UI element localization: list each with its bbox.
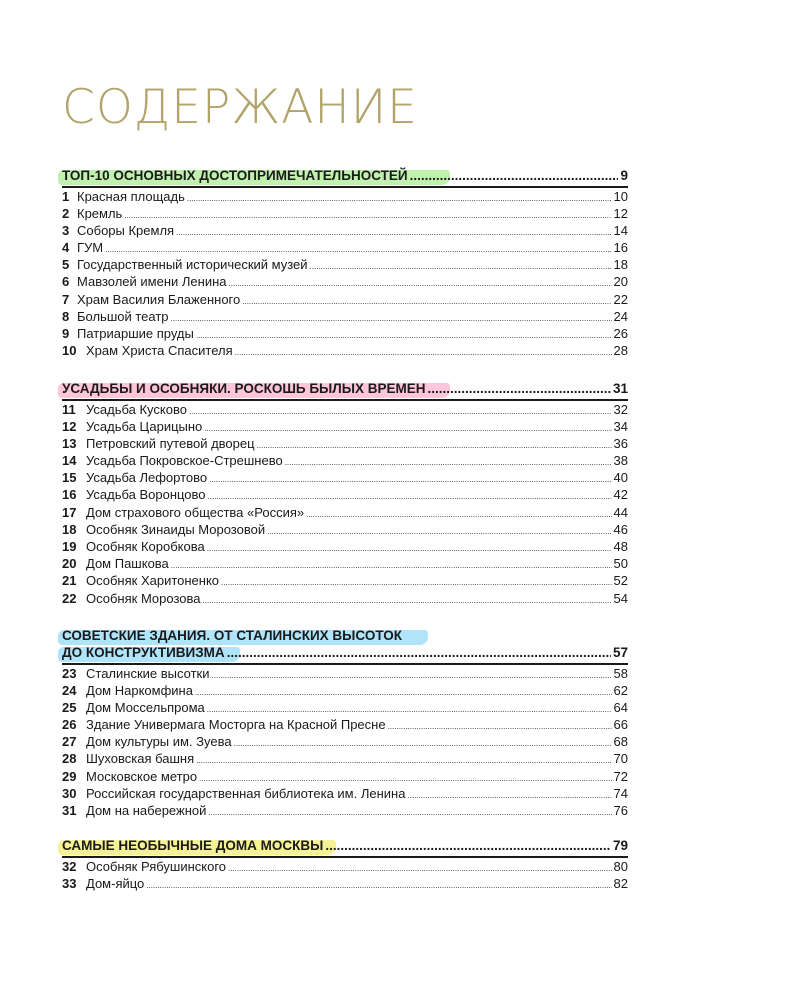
entry-title: Петровский путевой дворец <box>86 435 255 451</box>
entry-page: 72 <box>613 768 628 784</box>
entry-number: 10 <box>62 343 77 359</box>
entry-number: 8 <box>62 308 70 324</box>
leader-dots <box>388 716 612 735</box>
leader-dots <box>427 381 610 397</box>
entry-title: Красная площадь <box>77 188 185 204</box>
entry-title: Дом Пашкова <box>86 556 169 572</box>
section-title: САМЫЕ НЕОБЫЧНЫЕ ДОМА МОСКВЫ <box>62 838 324 853</box>
entry-title: Усадьба Воронцово <box>86 487 206 503</box>
entry-number: 1 <box>62 188 70 204</box>
toc-entry[interactable] <box>62 682 628 699</box>
entry-number: 12 <box>62 418 77 434</box>
leader-dots <box>285 452 612 471</box>
entry-page: 38 <box>613 453 628 469</box>
leader-dots <box>234 733 612 752</box>
leader-dots <box>407 785 611 804</box>
toc-entry[interactable] <box>62 699 628 716</box>
entry-number: 16 <box>62 487 77 503</box>
toc-entry[interactable] <box>62 256 628 273</box>
entry-number: 20 <box>62 556 77 572</box>
entry-number: 22 <box>62 590 77 606</box>
entry-title: Особняк Харитоненко <box>86 573 220 589</box>
toc-entry[interactable] <box>62 521 628 538</box>
entry-page: 14 <box>613 222 628 238</box>
entry-title: Особняк Коробкова <box>86 539 205 554</box>
entry-number: 30 <box>62 785 77 801</box>
entry-number: 21 <box>62 573 77 589</box>
entry-page: 68 <box>613 734 628 750</box>
entry-title: Дом-яйцо <box>86 875 145 891</box>
entry-title: Шуховская башня <box>86 751 195 767</box>
entry-number: 5 <box>62 257 70 273</box>
toc-entry[interactable] <box>62 858 628 875</box>
toc-entry[interactable] <box>62 188 628 205</box>
entry-page: 32 <box>613 401 628 417</box>
section-page: 31 <box>612 381 628 396</box>
entry-number: 29 <box>62 768 77 784</box>
section-page: 9 <box>620 168 628 183</box>
entry-page: 40 <box>613 470 628 486</box>
leader-dots <box>196 325 612 344</box>
entry-page: 58 <box>613 665 628 681</box>
leader-dots <box>221 572 611 591</box>
toc-entry[interactable] <box>62 802 628 819</box>
entry-number: 33 <box>62 875 77 891</box>
entry-number: 31 <box>62 803 77 818</box>
entry-page: 66 <box>613 717 628 733</box>
entry-title: Кремль <box>77 205 123 221</box>
toc-entry[interactable] <box>62 750 628 767</box>
entry-page: 34 <box>613 418 628 434</box>
toc-entry[interactable] <box>62 291 628 308</box>
leader-dots <box>325 838 611 854</box>
leader-dots <box>209 469 611 488</box>
section-page: 57 <box>612 645 628 660</box>
toc-entry[interactable] <box>62 342 628 359</box>
entry-title: Сталинские высотки <box>86 665 210 681</box>
entry-title: Усадьба Царицыно <box>86 418 203 434</box>
toc-entry[interactable] <box>62 418 628 435</box>
entry-page: 20 <box>613 274 628 290</box>
entry-page: 24 <box>613 308 628 324</box>
leader-dots <box>124 205 611 224</box>
leader-dots <box>171 308 612 327</box>
entry-page: 62 <box>613 682 628 698</box>
toc-entry[interactable] <box>62 486 628 503</box>
entry-title: Особняк Зинаиды Морозовой <box>86 521 266 537</box>
toc-section-unusual <box>62 838 628 892</box>
entry-title: Усадьба Кусково <box>86 401 187 417</box>
entry-number: 4 <box>62 240 70 256</box>
leader-dots <box>410 168 619 184</box>
entry-number: 25 <box>62 699 77 715</box>
entry-page: 52 <box>613 573 628 589</box>
entry-title: Российская государственная библиотека им. Ленина <box>86 785 406 801</box>
leader-dots <box>310 256 612 275</box>
section-heading[interactable] <box>62 381 628 398</box>
leader-dots <box>171 555 612 574</box>
entry-page: 42 <box>613 487 628 503</box>
leader-dots <box>105 239 611 258</box>
toc-entry[interactable] <box>62 572 628 589</box>
entry-number: 2 <box>62 205 70 221</box>
entry-page: 10 <box>613 188 628 204</box>
leader-dots <box>227 645 611 661</box>
section-page: 79 <box>612 838 628 853</box>
entry-number: 15 <box>62 470 77 486</box>
leader-dots <box>242 291 611 310</box>
entry-title: Дом Наркомфина <box>86 682 193 698</box>
entry-title: Московское метро <box>86 768 198 784</box>
leader-dots <box>235 342 612 361</box>
entry-page: 16 <box>613 240 628 256</box>
entry-title: Особняк Морозова <box>86 590 201 606</box>
section-heading[interactable] <box>62 628 628 662</box>
leader-dots <box>208 486 612 505</box>
entry-title: Усадьба Покровское-Стрешнево <box>86 453 283 469</box>
toc-section-soviet <box>62 628 628 819</box>
leader-dots <box>257 435 612 454</box>
entry-number: 6 <box>62 274 70 290</box>
leader-dots <box>146 875 611 894</box>
entry-number: 13 <box>62 435 77 451</box>
entry-page: 36 <box>613 435 628 451</box>
entry-number: 23 <box>62 665 77 681</box>
leader-dots <box>208 802 611 821</box>
toc-entry[interactable] <box>62 768 628 785</box>
entry-page: 18 <box>613 257 628 273</box>
entry-page: 12 <box>613 205 628 221</box>
entry-number: 11 <box>62 401 76 417</box>
leader-dots <box>189 401 612 420</box>
leader-dots <box>267 521 611 540</box>
section-title: УСАДЬБЫ И ОСОБНЯКИ. РОСКОШЬ БЫЛЫХ ВРЕМЕН <box>62 381 426 396</box>
page-title: СОДЕРЖАНИЕ <box>62 80 418 135</box>
leader-dots <box>306 504 611 523</box>
entry-title: Соборы Кремля <box>77 222 175 238</box>
entry-title: Дом страхового общества «Россия» <box>86 504 305 520</box>
toc-entry[interactable] <box>62 401 628 418</box>
entry-number: 7 <box>62 291 70 307</box>
entry-title: Большой театр <box>77 308 169 324</box>
leader-dots <box>187 188 612 207</box>
toc-entry[interactable] <box>62 325 628 342</box>
toc-entry[interactable] <box>62 435 628 452</box>
entry-title: Патриаршие пруды <box>77 326 194 341</box>
toc-entry[interactable] <box>62 273 628 290</box>
entry-page: 70 <box>613 751 628 767</box>
leader-dots <box>196 750 611 769</box>
entry-number: 26 <box>62 717 77 733</box>
toc-entry[interactable] <box>62 308 628 325</box>
toc-entry[interactable] <box>62 555 628 572</box>
entry-title: Государственный исторический музей <box>77 257 308 273</box>
entry-number: 9 <box>62 326 70 341</box>
entry-number: 14 <box>62 453 77 469</box>
leader-dots <box>199 768 611 787</box>
entry-number: 24 <box>62 682 77 698</box>
entry-number: 28 <box>62 751 77 767</box>
toc-entry[interactable] <box>62 222 628 239</box>
entry-title: ГУМ <box>77 240 104 256</box>
toc-entry[interactable] <box>62 875 628 892</box>
entry-title: Особняк Рябушинского <box>86 858 227 874</box>
section-heading[interactable] <box>62 838 628 855</box>
section-title-line1: СОВЕТСКИЕ ЗДАНИЯ. ОТ СТАЛИНСКИХ ВЫСОТОК <box>62 628 402 643</box>
toc-entry[interactable] <box>62 452 628 469</box>
leader-dots <box>176 222 611 241</box>
leader-dots <box>207 538 612 557</box>
section-heading[interactable] <box>62 168 628 185</box>
entry-title: Здание Универмага Мосторга на Красной Пресне <box>86 717 386 733</box>
entry-page: 48 <box>613 539 628 554</box>
entry-number: 27 <box>62 734 77 750</box>
toc-entry[interactable] <box>62 590 628 607</box>
entry-number: 17 <box>62 504 77 520</box>
leader-dots <box>212 665 612 684</box>
toc-entry[interactable] <box>62 538 628 555</box>
toc-entry[interactable] <box>62 205 628 222</box>
leader-dots <box>204 418 611 437</box>
leader-dots <box>207 699 612 718</box>
leader-dots <box>228 858 612 877</box>
entry-number: 19 <box>62 539 77 554</box>
leader-dots <box>229 273 612 292</box>
entry-title: Дом культуры им. Зуева <box>86 734 232 750</box>
leader-dots <box>195 682 612 701</box>
toc-section-estates <box>62 381 628 607</box>
entry-title: Усадьба Лефортово <box>86 470 208 486</box>
toc-entry[interactable] <box>62 239 628 256</box>
toc-entry[interactable] <box>62 665 628 682</box>
entry-number: 18 <box>62 521 77 537</box>
toc-entry[interactable] <box>62 785 628 802</box>
entry-page: 28 <box>613 343 628 359</box>
entry-number: 32 <box>62 858 77 874</box>
entry-title: Дом на набережной <box>86 803 207 818</box>
entry-page: 54 <box>613 590 628 606</box>
entry-page: 22 <box>613 291 628 307</box>
toc-entry[interactable] <box>62 733 628 750</box>
entry-page: 64 <box>613 699 628 715</box>
toc-entry[interactable] <box>62 469 628 486</box>
entry-page: 74 <box>613 785 628 801</box>
toc-entry[interactable] <box>62 716 628 733</box>
entry-title: Мавзолей имени Ленина <box>77 274 227 290</box>
entry-page: 50 <box>613 556 628 572</box>
leader-dots <box>203 590 612 609</box>
entry-number: 3 <box>62 222 70 238</box>
entry-page: 46 <box>613 521 628 537</box>
toc-entry[interactable] <box>62 504 628 521</box>
entry-page: 82 <box>613 875 628 891</box>
entry-title: Храм Христа Спасителя <box>86 343 233 359</box>
entry-page: 26 <box>613 326 628 341</box>
entry-title: Дом Моссельпрома <box>86 699 205 715</box>
section-title: ТОП-10 ОСНОВНЫХ ДОСТОПРИМЕЧАТЕЛЬНОСТЕЙ <box>62 168 408 183</box>
entry-page: 44 <box>613 504 628 520</box>
section-title-line2: ДО КОНСТРУКТИВИЗМА <box>62 645 225 660</box>
toc-section-top10 <box>62 168 628 359</box>
entry-page: 76 <box>613 803 628 818</box>
entry-title: Храм Василия Блаженного <box>77 291 241 307</box>
entry-page: 80 <box>613 858 628 874</box>
